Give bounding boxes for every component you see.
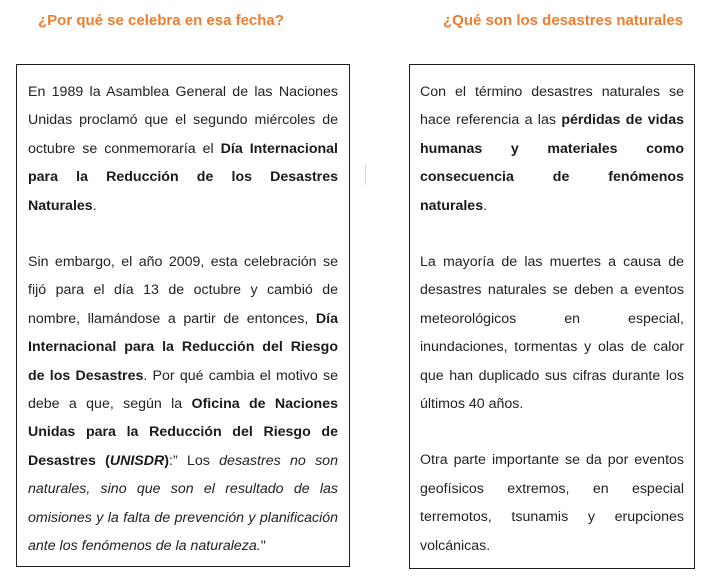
right-column-heading: ¿Qué son los desastres naturales bbox=[443, 12, 684, 29]
text-run: . bbox=[92, 197, 97, 214]
divider-mark bbox=[365, 165, 366, 185]
right-paragraph-3: Otra parte importante se da por eventos geofísicos extremos, en especial terremotos, tsunamis y erupciones volcánicas. bbox=[420, 452, 684, 554]
right-text-box bbox=[409, 64, 695, 569]
bold-text-run: pérdidas de vidas humanas y materiales como consecuencia de fenómenos naturales bbox=[420, 112, 684, 214]
text-run: :” Los bbox=[169, 452, 220, 469]
bold-text-run: Día Internacional para la Reducción del Riesgo de los Desastres bbox=[28, 310, 338, 384]
bold-text-run: Oficina de Naciones Unidas para la Reducción del Riesgo de Desastres ( bbox=[28, 396, 338, 469]
text-run: . bbox=[483, 197, 488, 214]
left-paragraph-2 bbox=[28, 248, 338, 560]
left-column-heading: ¿Por qué se celebra en esa fecha? bbox=[38, 12, 284, 29]
left-paragraph-1 bbox=[28, 78, 338, 220]
bold-text-run: Día Internacional para la Reducción de los Desastres Naturales bbox=[28, 140, 338, 214]
text-run: Sin embargo, el año 2009, esta celebración se fijó para el día 13 de octubre y cambió de nombre, llamándose a partir de entonces, bbox=[28, 254, 338, 327]
text-run: En 1989 la Asamblea General de las Naciones Unidas proclamó que el segundo miércoles de octubre se conmemoraría el bbox=[28, 84, 338, 157]
text-run: . Por qué cambia el motivo se debe a que, según la bbox=[28, 367, 338, 413]
bold-italic-text-run: UNISDR bbox=[109, 452, 165, 469]
text-run: " bbox=[260, 538, 266, 555]
right-paragraph-2: La mayoría de las muertes a causa de desastres naturales se deben a eventos meteorológicos en especial, inundaciones, tormentas y olas de calor que han duplicado sus cifras durante los últimos 40 años. bbox=[420, 254, 684, 413]
bold-text-run: ) bbox=[164, 452, 169, 469]
text-run: Con el término desastres naturales se hace referencia a las bbox=[420, 84, 684, 129]
right-paragraph-1 bbox=[420, 78, 684, 220]
italic-text-run: desastres no son naturales, sino que son el resultado de las omisiones y la falta de prevención y planificación ante los fenómenos de la naturaleza. bbox=[28, 452, 338, 555]
left-text-box bbox=[16, 64, 350, 567]
